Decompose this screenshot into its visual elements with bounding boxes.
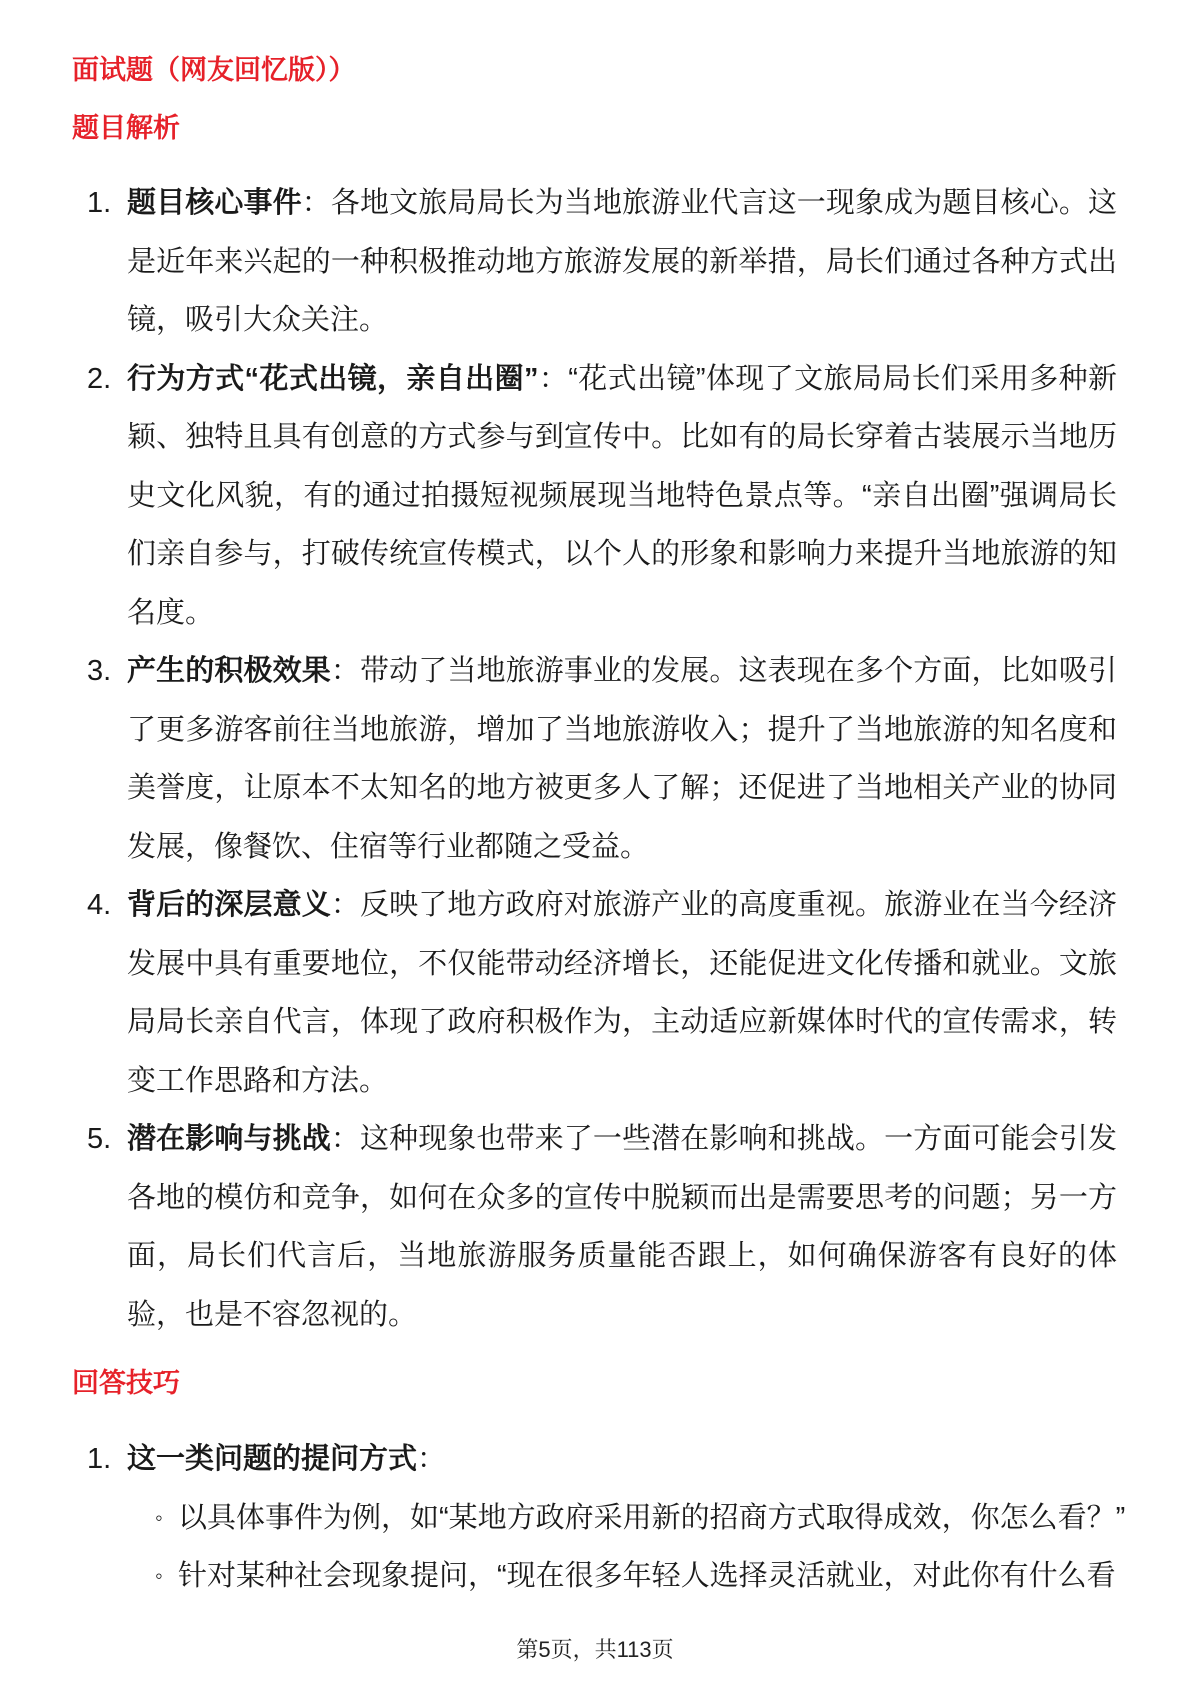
item-body: [127, 174, 1117, 350]
item-separator: ：: [330, 1123, 360, 1155]
item-body: [127, 1430, 1137, 1606]
bullet-marker-icon: ◦: [155, 1563, 163, 1588]
analysis-item-4: [72, 876, 1142, 1110]
item-number: 5.: [87, 1123, 112, 1155]
bullet-text: 针对某种社会现象提问，“现在很多年轻人选择灵活就业，对此你有什么看: [178, 1560, 1116, 1592]
section-heading-analysis: 题目解析: [72, 113, 180, 143]
item-separator: ：: [330, 655, 360, 687]
bullet-list: [72, 1489, 1137, 1606]
item-separator: ：: [330, 889, 360, 921]
document-title: 面试题（网友回忆版））: [72, 55, 356, 85]
item-heading: [127, 1430, 1137, 1489]
item-number: 2.: [87, 362, 112, 395]
item-separator: ：: [301, 187, 331, 219]
bullet-text: 以具体事件为例，如“某地方政府采用新的招商方式取得成效，你怎么看？”: [178, 1501, 1126, 1534]
item-number: 3.: [87, 655, 112, 687]
analysis-list: [72, 174, 1142, 1344]
item-label: 行为方式“花式出镜，亲自出圈”: [127, 362, 539, 395]
item-label: 这一类问题的提问方式: [127, 1443, 418, 1475]
page-number: 第5页，共113页: [516, 1637, 674, 1662]
bullet-item: [72, 1489, 1137, 1548]
bullet-marker-icon: ◦: [155, 1504, 163, 1530]
item-label: 背后的深层意义: [127, 889, 331, 921]
item-body: [127, 1110, 1117, 1344]
analysis-item-1: [72, 174, 1142, 350]
item-label: 产生的积极效果: [127, 655, 331, 687]
item-description: “花式出镜”体现了文旅局局长们采用多种新颖、独特且具有创意的方式参与到宣传中。比如有的局长穿着古装展示当地历史文化风貌，有的通过拍摄短视频展现当地特色景点等。“亲自出圈”强调局长们亲自参与，打破传统宣传模式，以个人的形象和影响力来提升当地旅游的知名度。: [127, 362, 1117, 629]
item-label: 潜在影响与挑战: [127, 1123, 331, 1155]
analysis-item-5: [72, 1110, 1142, 1344]
item-description: 各地文旅局局长为当地旅游业代言这一现象成为题目核心。这是近年来兴起的一种积极推动地方旅游发展的新举措，局长们通过各种方式出镜，吸引大众关注。: [127, 187, 1117, 336]
item-body: [127, 876, 1117, 1110]
section-heading-tips: 回答技巧: [72, 1368, 180, 1398]
analysis-item-3: [72, 642, 1142, 876]
tips-list: [72, 1430, 1142, 1606]
bullet-item: [72, 1547, 1137, 1606]
item-body: [127, 350, 1117, 643]
item-description: 这种现象也带来了一些潜在影响和挑战。一方面可能会引发各地的模仿和竞争，如何在众多的宣传中脱颖而出是需要思考的问题；另一方面，局长们代言后，当地旅游服务质量能否跟上，如何确保游客有良好的体验，也是不容忽视的。: [127, 1123, 1117, 1331]
item-body: [127, 642, 1117, 876]
item-separator: ：: [538, 362, 569, 395]
item-separator: ：: [417, 1443, 447, 1475]
item-number: 4.: [87, 889, 112, 921]
page-content: [72, 52, 1142, 1606]
item-label: 题目核心事件: [127, 187, 302, 219]
tips-item-1: [72, 1430, 1142, 1606]
item-description: 反映了地方政府对旅游产业的高度重视。旅游业在当今经济发展中具有重要地位，不仅能带动经济增长，还能促进文化传播和就业。文旅局局长亲自代言，体现了政府积极作为，主动适应新媒体时代的宣传需求，转变工作思路和方法。: [127, 889, 1117, 1097]
item-number: 1.: [87, 1443, 112, 1475]
item-description: 带动了当地旅游事业的发展。这表现在多个方面，比如吸引了更多游客前往当地旅游，增加了当地旅游收入；提升了当地旅游的知名度和美誉度，让原本不太知名的地方被更多人了解；还促进了当地相关产业的协同发展，像餐饮、住宿等行业都随之受益。: [127, 655, 1117, 863]
item-number: 1.: [87, 187, 112, 219]
analysis-item-2: [72, 350, 1142, 643]
